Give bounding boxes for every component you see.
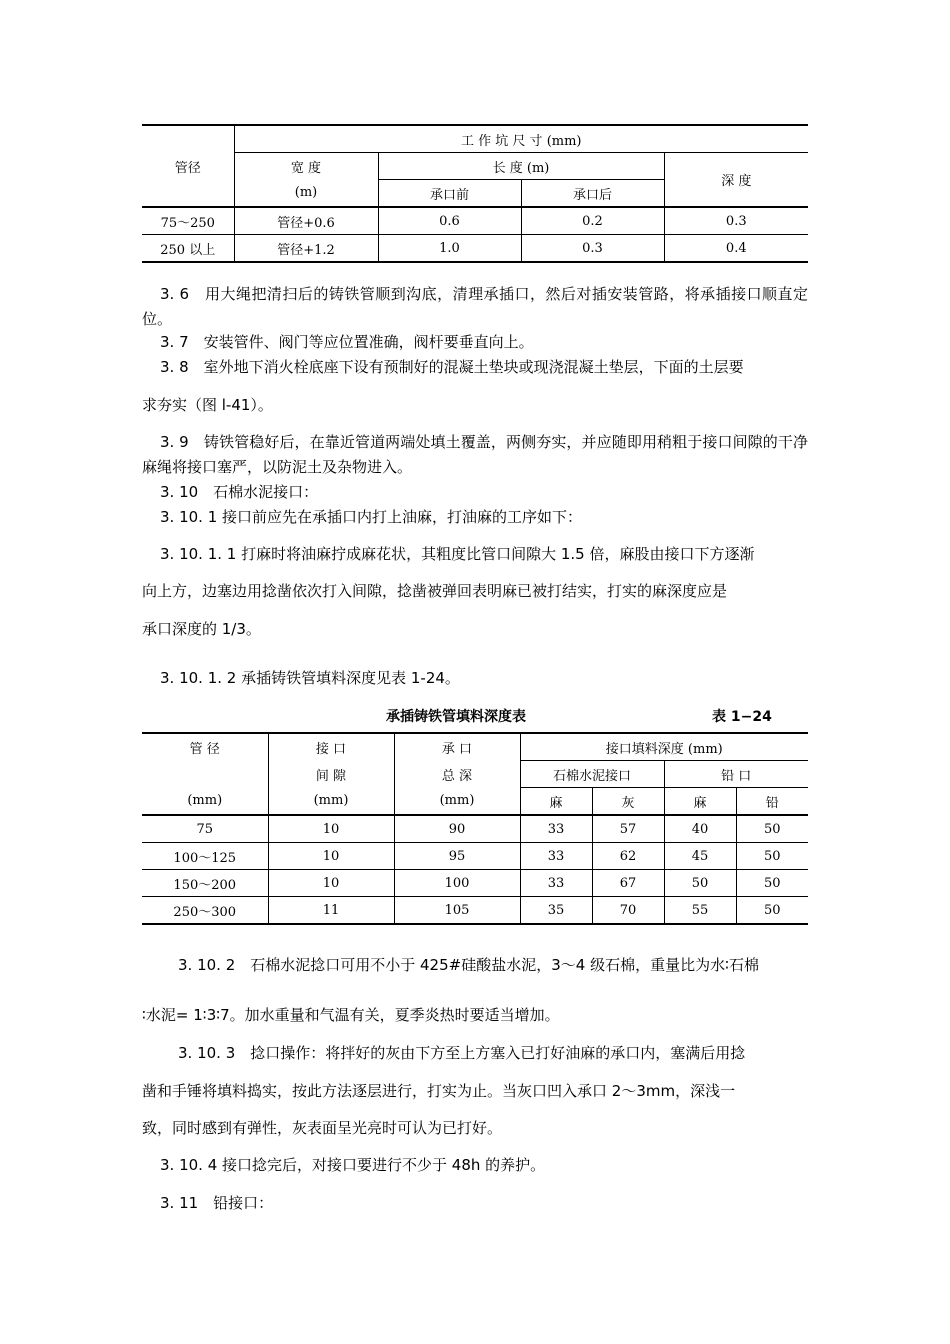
table-row (142, 207, 808, 235)
table-row (142, 235, 808, 263)
cell: 100～125 (142, 843, 268, 870)
cell: 管径+1.2 (234, 235, 378, 263)
cell: 11 (268, 897, 394, 925)
cell: 33 (520, 870, 592, 897)
paragraph-3-11: 3. 11 铅接口： (160, 1194, 274, 1212)
cell: 33 (520, 843, 592, 870)
paragraph-3-10-1: 3. 10. 1 接口前应先在承插口内打上油麻，打油麻的工序如下： (160, 508, 583, 526)
header-fill-depth: 接口填料深度 (mm) (520, 733, 808, 761)
cell: 150～200 (142, 870, 268, 897)
paragraph-3-10-3-line2: 凿和手锤将填料捣实，按此方法逐层进行，打实为止。当灰口凹入承口 2～3mm，深浅一 (142, 1082, 736, 1100)
cell: 250 以上 (142, 235, 234, 263)
cell: 1.0 (378, 235, 521, 263)
header-unit: (mm) (142, 788, 268, 816)
cell: 50 (664, 870, 736, 897)
paragraph-3-8-line2: 求夯实（图 l-41）。 (142, 396, 273, 414)
header-asbestos: 石棉水泥接口 (520, 761, 664, 788)
cell: 0.3 (521, 235, 664, 263)
header-lead: 铅 口 (664, 761, 808, 788)
cell: 62 (592, 843, 664, 870)
paragraph-3-10-1-2: 3. 10. 1. 2 承插铸铁管填料深度见表 1-24。 (160, 669, 460, 687)
paragraph-3-10-3-line1: 3. 10. 3 捻口操作：将拌好的灰由下方至上方塞入已打好油麻的承口内，塞满后用捻 (178, 1044, 746, 1062)
table-number: 表 1−24 (712, 709, 772, 725)
cell: 45 (664, 843, 736, 870)
header-hemp: 麻 (520, 788, 592, 816)
blank-cell (142, 761, 268, 788)
cell: 40 (664, 815, 736, 843)
cell: 55 (664, 897, 736, 925)
table-row (142, 815, 808, 843)
header-socket: 承 口 (394, 733, 520, 761)
header-pipe: 管 径 (142, 733, 268, 761)
pit-dimension-table (142, 124, 808, 263)
paragraph-3-10-2-line2: ∶水泥= 1∶3∶7。加水重量和气温有关，夏季炎热时要适当增加。 (142, 1006, 560, 1024)
header-gap-2: 间 隙 (268, 761, 394, 788)
paragraph-3-10-3-line3: 致，同时感到有弹性，灰表面呈光亮时可认为已打好。 (142, 1119, 503, 1137)
cell: 0.3 (664, 207, 808, 235)
header-hemp-lead: 麻 (664, 788, 736, 816)
paragraph-3-6: 3. 6 用大绳把清扫后的铸铁管顺到沟底，清理承插口，然后对插安装管路，将承插接口顺直定位。 (142, 285, 808, 328)
paragraph-3-10-1-1-line2: 向上方，边塞边用捻凿依次打入间隙，捻凿被弹回表明麻已被打结实，打实的麻深度应是 (142, 582, 728, 600)
header-width-unit: (m) (234, 180, 378, 208)
cell: 管径+0.6 (234, 207, 378, 235)
paragraph-3-9: 3. 9 铸铁管稳好后，在靠近管道两端处填土覆盖，两侧夯实，并应随即用稍粗于接口间隙的干净麻绳将接口塞严，以防泥土及杂物进入。 (142, 433, 808, 476)
header-gap: 接 口 (268, 733, 394, 761)
cell: 10 (268, 843, 394, 870)
cell: 50 (736, 815, 808, 843)
cell: 50 (736, 870, 808, 897)
table-row (142, 897, 808, 925)
header-before: 承口前 (378, 180, 521, 208)
header-unit: (mm) (394, 788, 520, 816)
cell: 35 (520, 897, 592, 925)
header-unit: (mm) (268, 788, 394, 816)
cell: 50 (736, 897, 808, 925)
cell: 90 (394, 815, 520, 843)
cell: 10 (268, 815, 394, 843)
cell: 105 (394, 897, 520, 925)
paragraph-3-8-line1: 3. 8 室外地下消火栓底座下设有预制好的混凝土垫块或现浇混凝土垫层，下面的土层要 (160, 358, 744, 376)
cell: 75～250 (142, 207, 234, 235)
header-depth: 深 度 (664, 153, 808, 208)
cell: 75 (142, 815, 268, 843)
cell: 0.4 (664, 235, 808, 263)
cell: 250～300 (142, 897, 268, 925)
header-width: 宽 度 (234, 153, 378, 180)
header-pipe: 管径 (142, 125, 234, 207)
cell: 100 (394, 870, 520, 897)
paragraph-3-10-4: 3. 10. 4 接口捻完后，对接口要进行不少于 48h 的养护。 (160, 1156, 546, 1174)
paragraph-3-10-1-1-line1: 3. 10. 1. 1 打麻时将油麻拧成麻花状，其粗度比管口间隙大 1.5 倍，麻股由接口下方逐渐 (160, 545, 755, 563)
header-lead-col: 铅 (736, 788, 808, 816)
header-length: 长 度 (m) (378, 153, 664, 180)
table-row (142, 870, 808, 897)
table-row (142, 843, 808, 870)
paragraph-3-10-2-line1: 3. 10. 2 石棉水泥捻口可用不小于 425#硅酸盐水泥，3～4 级石棉，重量比为水∶石棉 (178, 956, 759, 974)
filler-depth-table (142, 732, 808, 925)
cell: 70 (592, 897, 664, 925)
header-title: 工 作 坑 尺 寸 (mm) (234, 125, 808, 153)
header-socket-2: 总 深 (394, 761, 520, 788)
cell: 33 (520, 815, 592, 843)
header-after: 承口后 (521, 180, 664, 208)
paragraph-3-10: 3. 10 石棉水泥接口： (160, 483, 319, 501)
cell: 0.6 (378, 207, 521, 235)
paragraph-3-7: 3. 7 安装管件、阀门等应位置准确，阀杆要垂直向上。 (160, 333, 534, 351)
header-ash: 灰 (592, 788, 664, 816)
cell: 57 (592, 815, 664, 843)
cell: 50 (736, 843, 808, 870)
cell: 0.2 (521, 207, 664, 235)
table-caption: 承插铸铁管填料深度表 (386, 709, 526, 725)
paragraph-3-10-1-1-line3: 承口深度的 1/3。 (142, 620, 261, 638)
cell: 67 (592, 870, 664, 897)
cell: 10 (268, 870, 394, 897)
cell: 95 (394, 843, 520, 870)
